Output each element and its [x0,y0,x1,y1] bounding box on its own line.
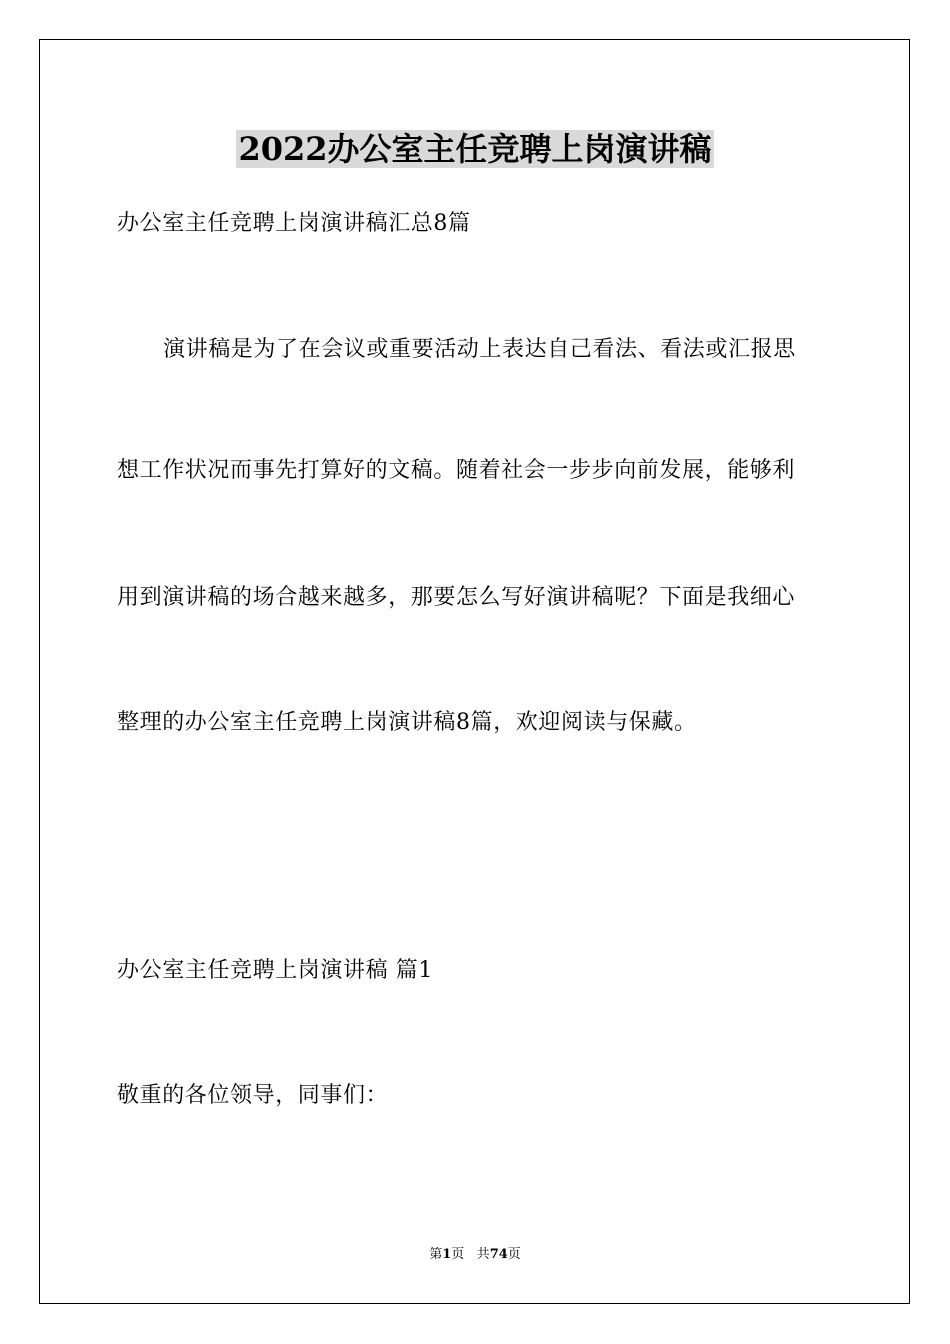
document-title [0,127,950,171]
page-prefix: 第 [429,1247,443,1262]
section-heading: 办公室主任竞聘上岗演讲稿 篇1 [117,958,433,983]
intro-line-4: 整理的办公室主任竞聘上岗演讲稿8篇，欢迎阅读与保藏。 [117,710,697,735]
total-prefix: 共 [476,1247,490,1262]
intro-line-2: 想工作状况而事先打算好的文稿。随着社会一步步向前发展，能够利 [117,458,796,483]
total-suffix: 页 [507,1247,521,1262]
greeting-line: 敬重的各位领导，同事们： [117,1083,389,1108]
total-pages: 74 [489,1247,508,1262]
page-footer [0,1246,950,1264]
intro-line-3: 用到演讲稿的场合越来越多，那要怎么写好演讲稿呢？下面是我细心 [117,585,796,610]
document-title-text: 2022办公室主任竞聘上岗演讲稿 [238,130,712,168]
page-number: 1 [442,1247,452,1262]
intro-line-1: 演讲稿是为了在会议或重要活动上表达自己看法、看法或汇报思 [163,337,796,362]
page-suffix: 页 [451,1247,465,1262]
document-subtitle: 办公室主任竞聘上岗演讲稿汇总8篇 [117,211,471,236]
